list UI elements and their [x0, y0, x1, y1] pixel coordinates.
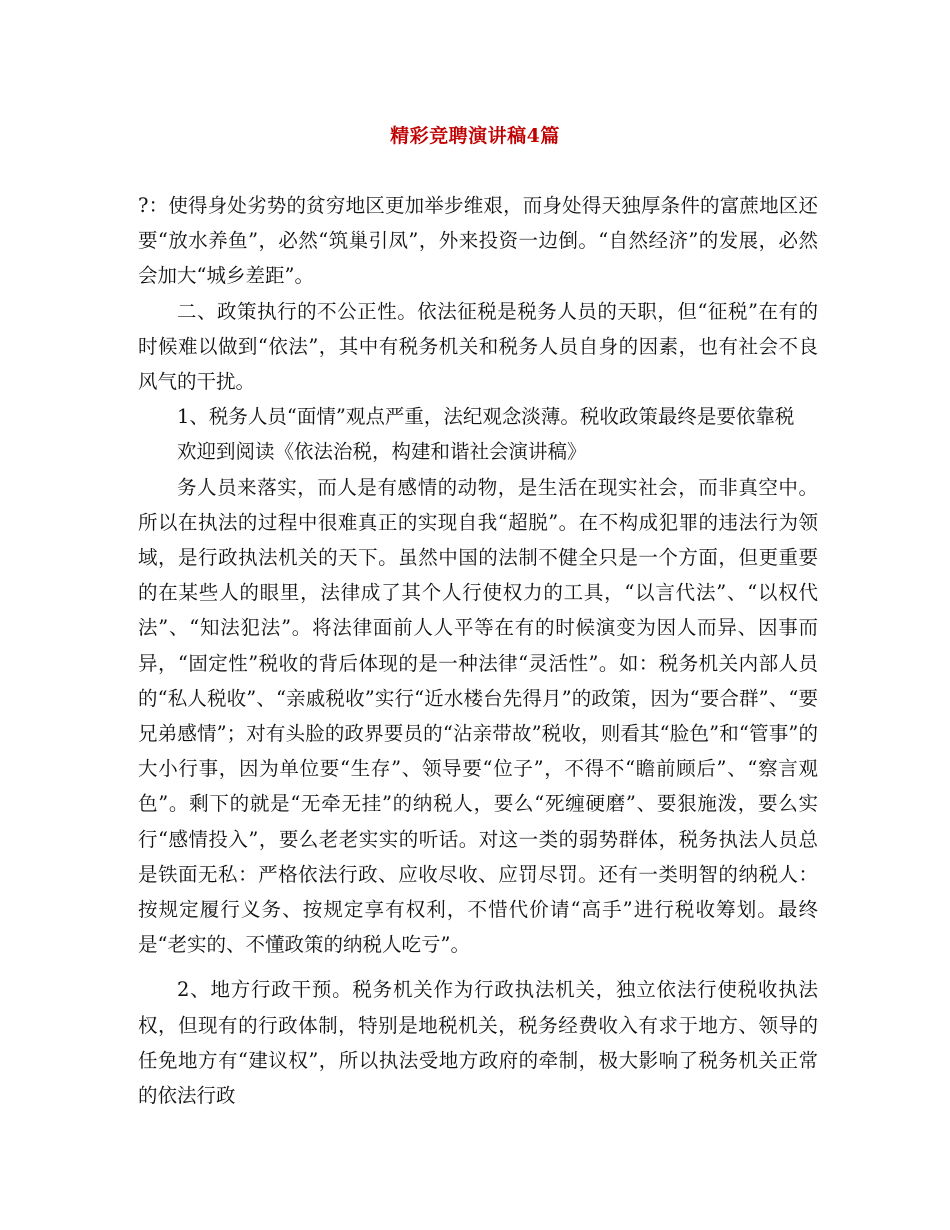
paragraph-6: 2、地方行政干预。税务机关作为行政执法机关，独立依法行使税收执法权，但现有的行政体制，特别是地税机关，税务经费收入有求于地方、领导的任免地方有“建议权”，所以执法受地方政府的牵制，极大影响了税务机关正常的依法行政 [138, 978, 818, 1108]
document-body [138, 188, 818, 1113]
document-title: 精彩竞聘演讲稿4篇 [390, 125, 560, 147]
paragraph-4: 欢迎到阅读《依法治税，构建和谐社会演讲稿》 [177, 440, 587, 464]
paragraph-3: 1、税务人员“面情”观点严重，法纪观念淡薄。税收政策最终是要依靠税 [177, 405, 795, 429]
paragraph-5: 务人员来落实，而人是有感情的动物，是生活在现实社会，而非真空中。所以在执法的过程中很难真正的实现自我“超脱”。在不构成犯罪的违法行为领域，是行政执法机关的天下。虽然中国的法制不健全只是一个方面，但更重要的在某些人的眼里，法律成了其个人行使权力的工具，“以言代法”、“以权代法”、“知法犯法”。将法律面前人人平等在有的时候演变为因人而异、因事而异，“固定性”税收的背后体现的是一种法律“灵活性”。如：税务机关内部人员的“私人税收”、“亲戚税收”实行“近水楼台先得月”的政策，因为“要合群”、“要兄弟感情”；对有头脸的政界要员的“沾亲带故”税收，则看其“脸色”和“管事”的大小行事，因为单位要“生存”、领导要“位子”，不得不“瞻前顾后”、“察言观色”。剩下的就是“无牵无挂”的纳税人，要么“死缠硬磨”、要狠施泼，要么实行“感情投入”，要么老老实实的听话。对这一类的弱势群体，税务执法人员总是铁面无私：严格依法行政、应收尽收、应罚尽罚。还有一类明智的纳税人：按规定履行义务、按规定享有权利，不惜代价请“高手”进行税收筹划。最终是“老实的、不懂政策的纳税人吃亏”。 [138, 475, 818, 957]
paragraph-2: 二、政策执行的不公正性。依法征税是税务人员的天职，但“征税”在有的时候难以做到“依法”，其中有税务机关和税务人员自身的因素，也有社会不良风气的干扰。 [138, 299, 818, 394]
paragraph-1: ?：使得身处劣势的贫穷地区更加举步维艰，而身处得天独厚条件的富蔗地区还要“放水养鱼”，必然“筑巢引凤”，外来投资一边倒。“自然经济”的发展，必然会加大“城乡差距”。 [138, 194, 818, 288]
